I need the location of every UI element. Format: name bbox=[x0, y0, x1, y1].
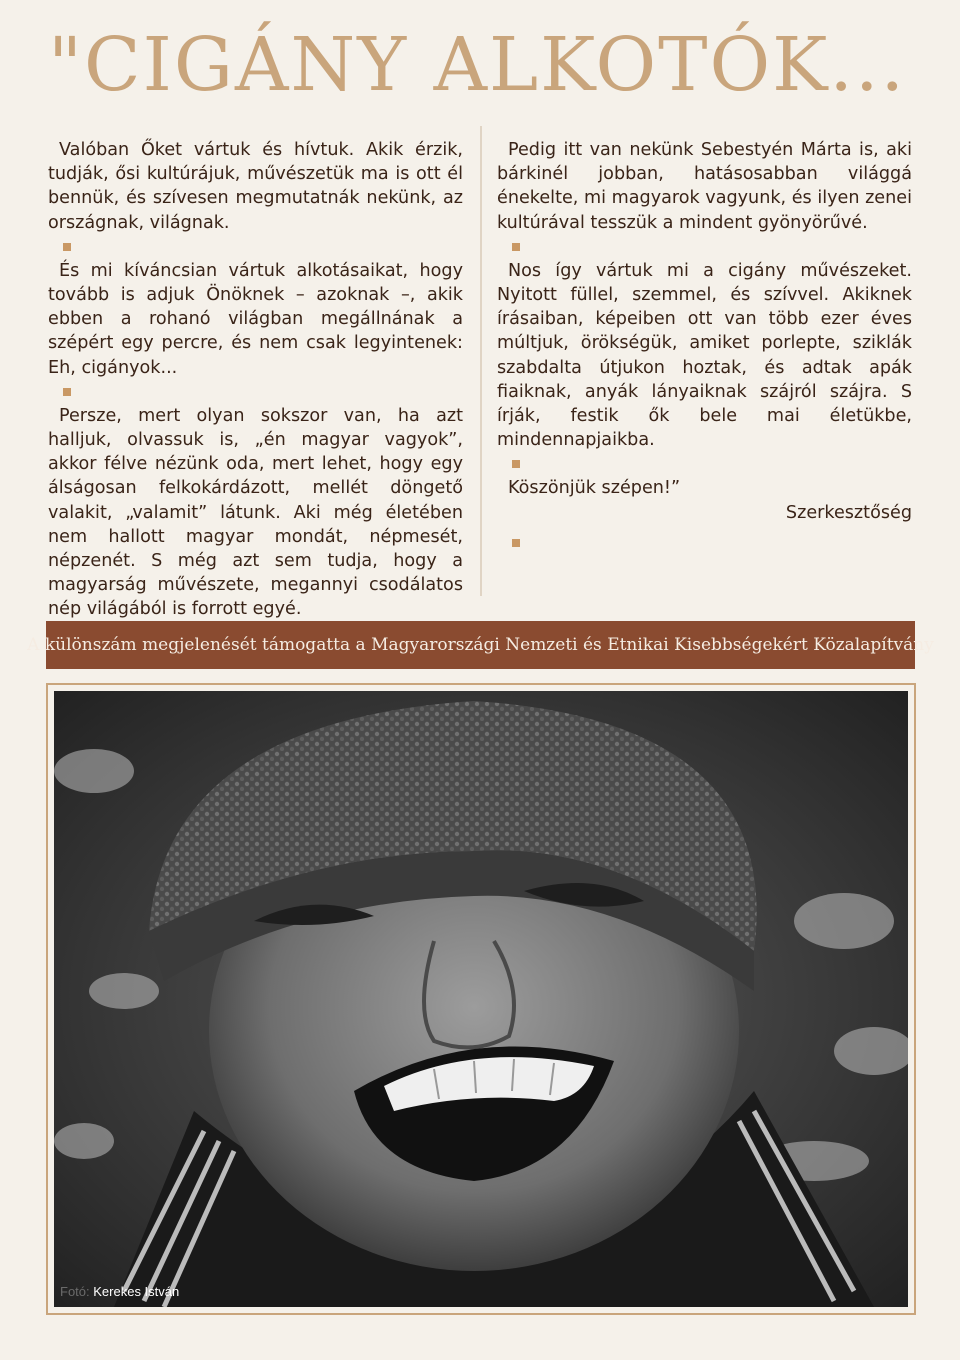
right-paragraph-1: Pedig itt van nekünk Sebestyén Márta is, aki bárkinél jobban, hatásosabban világgá énekelte, mi magyarok vagyunk, és ilyen zenei kultúrával tesszük a mindent gyönyörűvé. bbox=[497, 140, 912, 233]
photo-frame bbox=[46, 683, 916, 1315]
sponsor-banner: A különszám megjelenését támogatta a Magyarországi Nemzeti és Etnikai Kisebbségekért Közalapítvány bbox=[46, 621, 915, 669]
bullet-square-icon bbox=[512, 460, 520, 468]
bullet-square-icon bbox=[63, 243, 71, 251]
right-column bbox=[497, 138, 912, 555]
left-paragraph-2: És mi kíváncsian vártuk alkotásaikat, hogy tovább is adjuk Önöknek – azoknak –, akik ebben a rohanó világban megállnának a szépért egy percre, és nem csak legyintenek: Eh, cigányok... bbox=[48, 260, 463, 378]
photo-credit-name: Kerekes István bbox=[93, 1284, 180, 1299]
left-column bbox=[48, 138, 463, 646]
bullet-square-icon bbox=[63, 388, 71, 396]
signature: Szerkesztőség bbox=[785, 502, 912, 523]
left-paragraph-3: Persze, mert olyan sokszor van, ha azt halljuk, olvassuk is, „én magyar vagyok”, akkor félve nézünk oda, mert lehet, hogy egy álságosan felkokárdázott, mellét döngető valakit, „valamit” látunk. Aki még életében nem hallott magyar mondát, népmesét, népzenét. S még azt sem tudja, hogy a magyarság művészete, megannyi csodálatos nép világából is forrott egyé. bbox=[48, 405, 463, 620]
right-paragraph-3: Köszönjük szépen!” bbox=[508, 478, 681, 499]
left-paragraph-1: Valóban Őket vártuk és hívtuk. Akik érzik, tudják, ősi kultúrájuk, művészetük ma is ott él bennük, és szívesen megmutatnák nekünk, az országnak, világnak. bbox=[48, 140, 463, 233]
page-title: "CIGÁNY ALKOTÓK... bbox=[48, 22, 906, 108]
right-paragraph-2: Nos így vártuk mi a cigány művészeket. Nyitott füllel, szemmel, és szívvel. Akiknek írásaiban, képeiben ott van több ezer éves múltjuk, örökségük, amiket porlepte, sziklák szabdalta útjukon hoztak, és adtak apák fiaiknak, anyák lányaiknak szájról szájra. S írják, festik ők bele mai életükbe, mindennapjaikba. bbox=[497, 260, 912, 451]
photo-credit bbox=[60, 1284, 179, 1299]
bullet-square-icon bbox=[512, 243, 520, 251]
column-divider bbox=[480, 126, 482, 596]
bullet-square-icon bbox=[512, 539, 520, 547]
photo-credit-prefix: Fotó: bbox=[60, 1284, 90, 1299]
portrait-photo bbox=[54, 691, 908, 1307]
portrait-illustration bbox=[54, 691, 908, 1307]
